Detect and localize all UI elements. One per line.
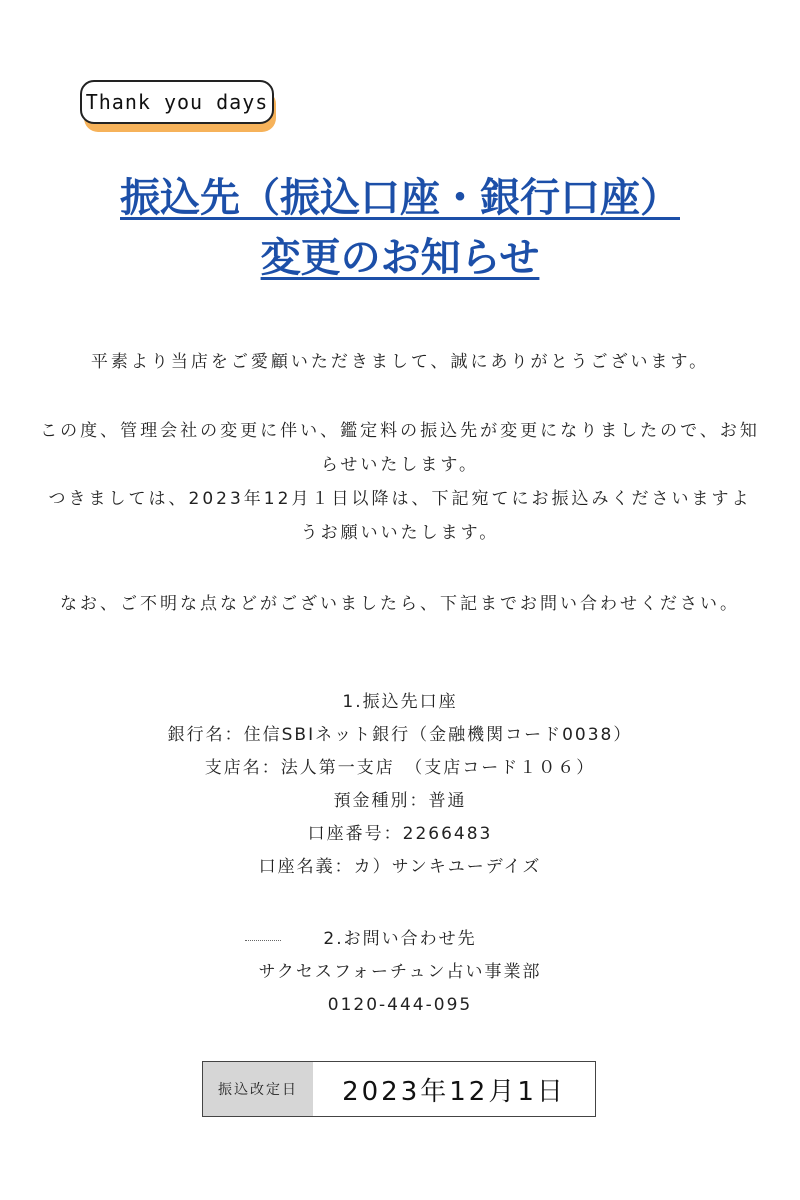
title-line-1: 振込先（振込口座・銀行口座） (120, 175, 680, 221)
page-title (0, 168, 800, 288)
contact-phone: 0120-444-095 (327, 995, 473, 1015)
greeting-paragraph: 平素より当店をご愛顧いただきまして、誠にありがとうございます。 (90, 352, 710, 372)
inquiry-paragraph: なお、ご不明な点などがございましたら、下記までお問い合わせください。 (60, 594, 740, 614)
notice-text: この度、管理会社の変更に伴い、鑑定料の振込先が変更になりましたので、お知らせいたします。 つきましては、2023年12月１日以降は、下記宛てにお振込みくださいますようお願いいたします。 (40, 421, 760, 543)
change-date-box (202, 1061, 596, 1117)
account-type: 預金種別：普通 (333, 791, 467, 811)
account-number: 口座番号：2266483 (307, 824, 493, 844)
account-holder: 口座名義：カ）サンキユーデイズ (258, 857, 542, 877)
title-line-2: 変更のお知らせ (260, 235, 540, 281)
notice-paragraph (40, 414, 760, 550)
bank-name: 銀行名：住信SBIネット銀行（金融機関コード0038） (167, 725, 633, 745)
contact-department: サクセスフォーチュン占い事業部 (258, 962, 542, 982)
change-date-value: 2023年12月1日 (342, 1076, 566, 1107)
contact-heading: 2.お問い合わせ先 (323, 929, 477, 949)
contact-info (0, 923, 800, 1022)
account-info (0, 686, 800, 884)
account-heading: 1.振込先口座 (342, 692, 458, 712)
logo-text: Thank you days (85, 90, 269, 114)
thank-you-days-logo (80, 80, 276, 134)
logo-badge (80, 80, 274, 124)
branch-name: 支店名：法人第一支店 （支店コード１０６） (204, 758, 596, 778)
change-date-label: 振込改定日 (203, 1062, 313, 1116)
